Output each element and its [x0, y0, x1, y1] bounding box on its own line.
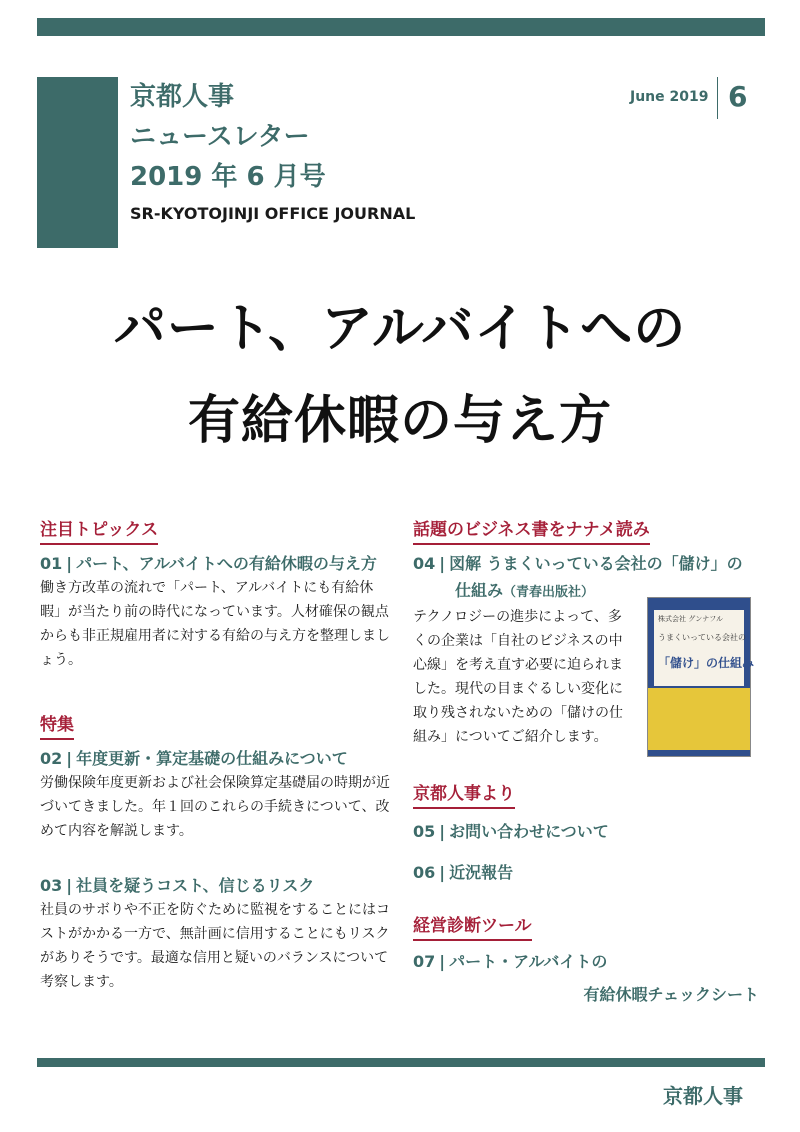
article-title-text: 年度更新・算定基礎の仕組みについて: [76, 749, 348, 768]
article-title-text: 社員を疑うコスト、信じるリスク: [76, 876, 315, 895]
article-07-title-cont: 有給休暇チェックシート: [583, 985, 759, 1004]
section-heading-feature: 特集: [40, 710, 74, 740]
article-title-text: 仕組み: [455, 581, 504, 600]
section-heading-topics: 注目トピックス: [40, 515, 158, 545]
article-title-text: お問い合わせについて: [449, 822, 609, 841]
masthead-title-line2: ニュースレター: [130, 122, 310, 152]
article-number: 06: [413, 863, 436, 882]
masthead-issue-line: 2019 年 6 月号: [130, 162, 326, 192]
masthead-block: [37, 77, 118, 248]
issue-divider: [717, 77, 718, 119]
book-title: 「儲け」の仕組み: [658, 656, 755, 670]
article-number: 03: [40, 876, 63, 895]
left-column: [40, 515, 392, 994]
book-cover-panel: [654, 610, 755, 686]
article-01-summary: 働き方改革の流れで「パート、アルバイトにも有給休暇」が当たり前の時代になっています。人材確保の観点からも非正規雇用者に対する有給の与え方を整理しましょう。: [40, 580, 390, 668]
section-heading-business-books: 話題のビジネス書をナナメ読み: [413, 515, 650, 545]
article-02-summary: 労働保険年度更新および社会保険算定基礎届の時期が近づいてきました。年１回のこれらの手続きについて、改めて内容を解説します。: [40, 775, 390, 839]
article-number: 01: [40, 554, 63, 573]
issue-date: June 2019: [630, 89, 709, 105]
journal-subtitle: SR-KYOTOJINJI OFFICE JOURNAL: [130, 204, 416, 223]
article-number: 07: [413, 952, 436, 971]
article-03-summary: 社員のサボりや不正を防ぐために監視をすることにはコストがかかる一方で、無計画に信用することにもリスクがありそうです。最適な信用と疑いのバランスについて考察します。: [40, 902, 390, 990]
article-02-title[interactable]: 02 | 年度更新・算定基礎の仕組みについて: [40, 749, 348, 768]
article-04-title[interactable]: 04 | 図解 うまくいっている会社の「儲け」の: [413, 554, 743, 573]
article-05-title[interactable]: 05 | お問い合わせについて: [413, 822, 609, 841]
book-cover-band: [648, 688, 750, 750]
article-number: 04: [413, 554, 436, 573]
masthead-title-line1: 京都人事: [130, 82, 235, 112]
article-04-summary: テクノロジーの進歩によって、多くの企業は「自社のビジネスの中心線」を考え直す必要に迫られました。現代の目まぐるしい変化に取り残されないための「儲けの仕組み」についてご紹介します。: [413, 609, 623, 745]
bottom-band: [37, 1058, 765, 1067]
article-number: 02: [40, 749, 63, 768]
publisher: （青春出版社）: [503, 585, 595, 600]
article-number: 05: [413, 822, 436, 841]
article-01-title[interactable]: 01 | パート、アルバイトへの有給休暇の与え方: [40, 554, 377, 573]
article-title-text: 図解 うまくいっている会社の「儲け」の: [449, 554, 743, 573]
headline-line1: パート、アルバイトへの: [113, 299, 687, 359]
footer-office-name: 京都人事: [663, 1084, 743, 1108]
article-title-text: 近況報告: [449, 863, 514, 882]
issue-number: 6: [728, 80, 748, 113]
book-author: 株式会社 グンナフル: [658, 615, 723, 623]
book-cover-image: [647, 597, 755, 757]
article-03-title[interactable]: 03 | 社員を疑うコスト、信じるリスク: [40, 876, 315, 895]
article-title-text: パート・アルバイトの: [449, 952, 608, 971]
article-07-title[interactable]: 07 | パート・アルバイトの: [413, 952, 608, 971]
top-band: [37, 18, 765, 36]
right-column: [413, 515, 765, 1005]
article-title-text: パート、アルバイトへの有給休暇の与え方: [76, 554, 377, 573]
article-06-title[interactable]: 06 | 近況報告: [413, 863, 514, 882]
section-heading-from-kyotojinji: 京都人事より: [413, 779, 515, 809]
section-heading-diagnosis-tool: 経営診断ツール: [413, 911, 532, 941]
headline-line2: 有給休暇の与え方: [187, 391, 612, 451]
book-tagline: うまくいっている会社の: [658, 633, 746, 642]
